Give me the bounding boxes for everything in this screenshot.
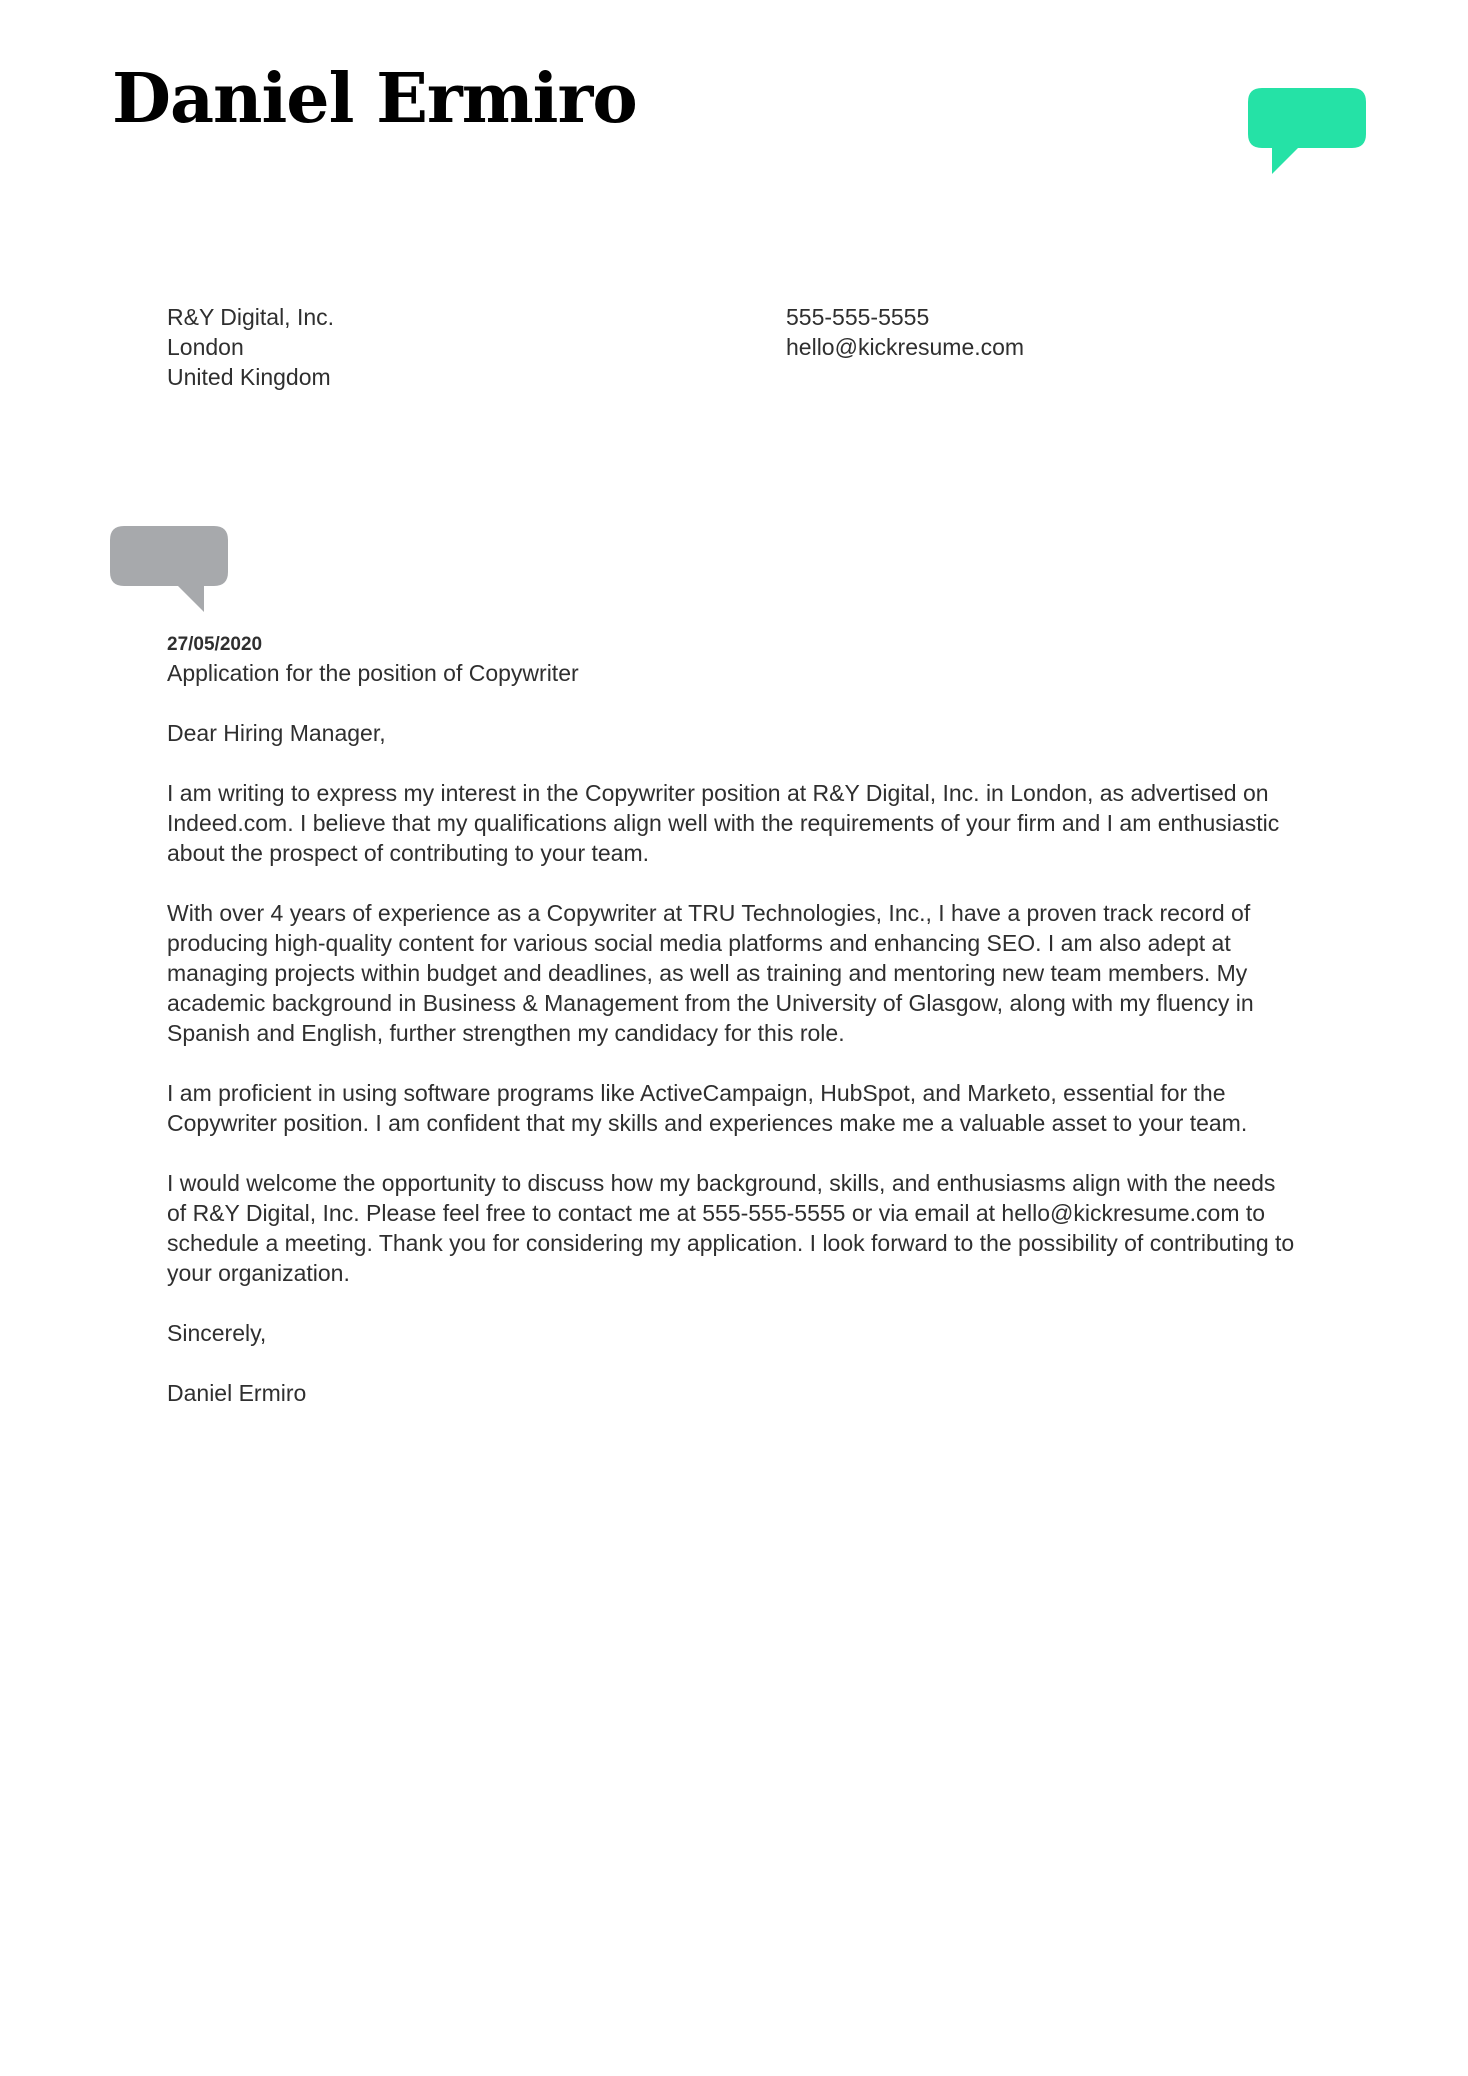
recipient-city: London bbox=[167, 334, 244, 360]
letter-salutation: Dear Hiring Manager, bbox=[167, 720, 386, 746]
paragraph-line: With over 4 years of experience as a Copywriter at TRU Technologies, Inc., I have a proven track record of bbox=[167, 900, 1251, 926]
letter-subject: Application for the position of Copywriter bbox=[167, 660, 579, 686]
paragraph-line: managing projects within budget and deadlines, as well as training and mentoring new team members. My bbox=[167, 960, 1248, 986]
recipient-country: United Kingdom bbox=[167, 364, 331, 390]
paragraph-line: about the prospect of contributing to your team. bbox=[167, 840, 650, 866]
paragraph bbox=[167, 1168, 1367, 1288]
paragraph bbox=[167, 778, 1367, 868]
paragraph-line: I would welcome the opportunity to discuss how my background, skills, and enthusiasms align with the needs bbox=[167, 1170, 1276, 1196]
paragraph-line: Copywriter position. I am confident that my skills and experiences make me a valuable asset to your team. bbox=[167, 1110, 1248, 1136]
paragraph-line: academic background in Business & Management from the University of Glasgow, along with my fluency in bbox=[167, 990, 1254, 1016]
speech-bubble-icon bbox=[110, 526, 228, 614]
speech-bubble-green-shape bbox=[1248, 88, 1366, 174]
speech-bubble-icon bbox=[1248, 88, 1366, 176]
letter-closing: Sincerely, bbox=[167, 1320, 267, 1346]
paragraph bbox=[167, 898, 1367, 1048]
contact-phone: 555-555-5555 bbox=[786, 304, 930, 330]
paragraph-line: schedule a meeting. Thank you for considering my application. I look forward to the possibility of contributing to bbox=[167, 1230, 1295, 1256]
paragraph-line: I am writing to express my interest in the Copywriter position at R&Y Digital, Inc. in London, as advertised on bbox=[167, 780, 1269, 806]
recipient-address bbox=[167, 302, 334, 392]
paragraph-line: Indeed.com. I believe that my qualifications align well with the requirements of your firm and I am enthusiastic bbox=[167, 810, 1280, 836]
contact-info bbox=[786, 302, 1024, 362]
letter-body bbox=[167, 632, 1367, 1408]
speech-bubble-gray-shape bbox=[110, 526, 228, 612]
paragraph-line: producing high-quality content for various social media platforms and enhancing SEO. I am also adept at bbox=[167, 930, 1231, 956]
letter-date: 27/05/2020 bbox=[167, 634, 263, 655]
paragraph-line: Spanish and English, further strengthen my candidacy for this role. bbox=[167, 1020, 845, 1046]
applicant-name: Daniel Ermiro bbox=[112, 59, 637, 139]
paragraph-line: of R&Y Digital, Inc. Please feel free to contact me at 555-555-5555 or via email at hello@kickresume.com to bbox=[167, 1200, 1266, 1226]
recipient-company: R&Y Digital, Inc. bbox=[167, 304, 335, 330]
paragraph bbox=[167, 1078, 1367, 1138]
paragraph-line: I am proficient in using software programs like ActiveCampaign, HubSpot, and Marketo, essential for the bbox=[167, 1080, 1226, 1106]
contact-email: hello@kickresume.com bbox=[786, 334, 1025, 360]
paragraph-line: your organization. bbox=[167, 1260, 350, 1286]
letter-signature: Daniel Ermiro bbox=[167, 1380, 307, 1406]
